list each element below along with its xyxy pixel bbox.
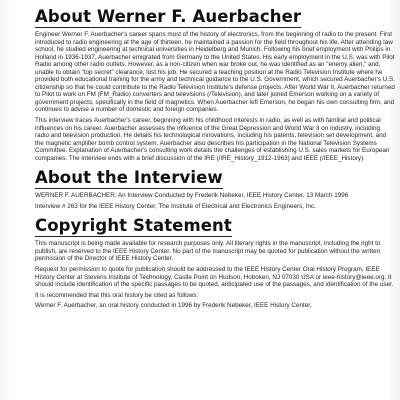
copyright-paragraph-2: Request for permission to quote for publication should be addressed to the IEEE History Center Oral History Program, IEEE History Center at Stevens Institute of Technology, Castle Point on Hudson, Hoboken, NJ 07030 USA or ieee-history@ieee.org. It should include identification of the specific passages to be quoted, anticipated use of the passages, and identification of the user. [35, 266, 394, 289]
about-interview-heading: About the Interview [35, 168, 223, 188]
copyright-paragraph-4: Werner F. Auerbacher, an oral history conducted in 1996 by Frederik Nebeker, IEEE History Center, [35, 302, 312, 310]
copyright-paragraph-1: This manuscript is being made available for research purposes only. All literary rights in the manuscript, including the right to publish, are reserved to the IEEE History Center. No part of the manuscript may be quoted for publication without the written permission of the Director of IEEE History Center. [35, 240, 381, 263]
about-person-paragraph-2: This interview traces Auerbacher's career, beginning with his childhood interests in radio, as well as with familial and political influences on his career. Auerbacher assesses the influence of the Great Depression and World War II on industry, including radio and television production. He details his technological innovations, including his patents, television set development, and the magnetic amplifier bomb control system. Auerbacher also describes his participation in the National Television Systems Committee. Explanation of Auerbacher's consulting work details the challenges of establishing U.S. sales markets for European companies. The interview ends with a brief discussion of the IRE (/IRE_History_1912-1963) and IEEE (/IEEE_History). [35, 117, 390, 162]
interview-number-line: Interview # 263 for the IEEE History Center, The Institute of Electrical and Electronics Engineers, Inc. [35, 202, 316, 210]
copyright-paragraph-3: It is recommended that this oral history be cited as follows: [35, 291, 199, 299]
copyright-heading: Copyright Statement [35, 216, 232, 236]
about-person-heading: About Werner F. Auerbacher [35, 7, 302, 26]
about-person-paragraph-1: Engineer Werner F. Auerbacher's career spans most of the history of electronics, from the beginning of radio to the present. First introduced to radio engineering at the age of thirteen, he maintained a passion for the field throughout his life. After attending law school, he studied engineering at technical universities in Heidelberg and Munich. Following his brief employment with Philips in Holland in 1936-1937, Auerbacher emigrated from Germany to the United States. His early employment in the U.S. was with Pilot Radio among other radio outlets. However, as a non-citizen when war broke out, he was identified as an "enemy alien," and, unable to obtain "top secret" clearance, lost his job. He secured a teaching position at the Radio Television Institute where he provided both educational training for the army and technical guidance to the U.S. Government, which secured Auerbacher's U.S. citizenship so that he could contribute to the Radio Television Institute's defense projects. After World War II, Auerbacher returned to Pilot to work on FM (FM_Radio) converters and televisions (/Television), and later joined Emerson working on a variety of government projects, specifically in the field of magnetics. When Auerbacher left Emerson, he began his own consulting firm, and continues to advise a number of domestic and foreign companies. [35, 31, 395, 114]
document-content [35, 6, 395, 310]
interview-credit-line: WERNER F. AUERBACHER: An Interview Conducted by Frederik Nebeker, IEEE History Center, 13 March 1996 [35, 192, 349, 200]
